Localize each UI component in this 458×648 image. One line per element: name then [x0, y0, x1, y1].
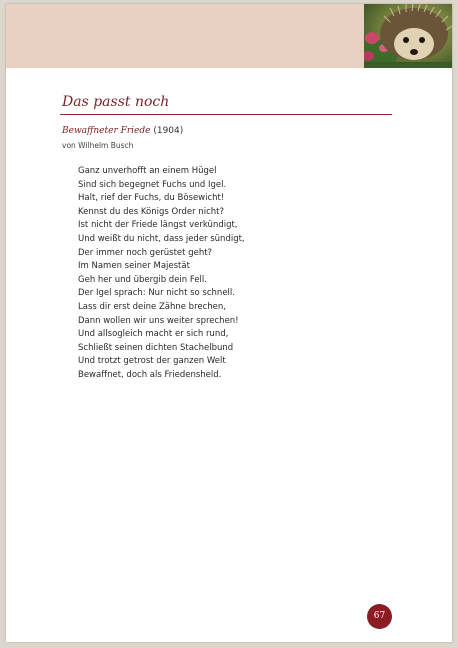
poem-year: (1904)	[153, 126, 184, 136]
title-divider	[60, 114, 392, 115]
poem-line: Geh her und übergib dein Fell.	[78, 274, 207, 285]
poem-line: Lass dir erst deine Zähne brechen,	[78, 301, 226, 312]
section-title: Das passt noch	[62, 94, 170, 110]
poem-title: Bewaffneter Friede	[62, 126, 151, 136]
poem-line: Schließt seinen dichten Stachelbund	[78, 342, 234, 353]
poem-line: Bewaffnet, doch als Friedensheld.	[78, 369, 222, 380]
poem-line: Und weißt du nicht, dass jeder sündigt,	[78, 233, 245, 244]
hedgehog-photo	[364, 4, 452, 68]
book-page	[6, 4, 452, 642]
poem-line: Halt, rief der Fuchs, du Bösewicht!	[78, 193, 225, 204]
poem-heading	[62, 126, 183, 136]
poem-text	[78, 165, 245, 383]
page-number-badge: 67	[367, 604, 392, 629]
poem-line: Und allsogleich macht er sich rund,	[78, 329, 229, 340]
poem-line: Ist nicht der Friede längst verkündigt,	[78, 220, 238, 231]
poem-line: Ganz unverhofft an einem Hügel	[78, 166, 217, 176]
poem-line: Der Igel sprach: Nur nicht so schnell.	[78, 288, 235, 299]
poem-line: Im Namen seiner Majestät	[78, 261, 190, 272]
poem-line: Kennst du des Königs Order nicht?	[78, 206, 224, 217]
poem-line: Der immer noch gerüstet geht?	[78, 247, 213, 258]
poem-line: Sind sich begegnet Fuchs und Igel.	[78, 179, 227, 190]
poem-author: von Wilhelm Busch	[62, 141, 134, 150]
poem-line: Und trotzt getrost der ganzen Welt	[78, 356, 226, 367]
poem-line: Dann wollen wir uns weiter sprechen!	[78, 315, 239, 326]
